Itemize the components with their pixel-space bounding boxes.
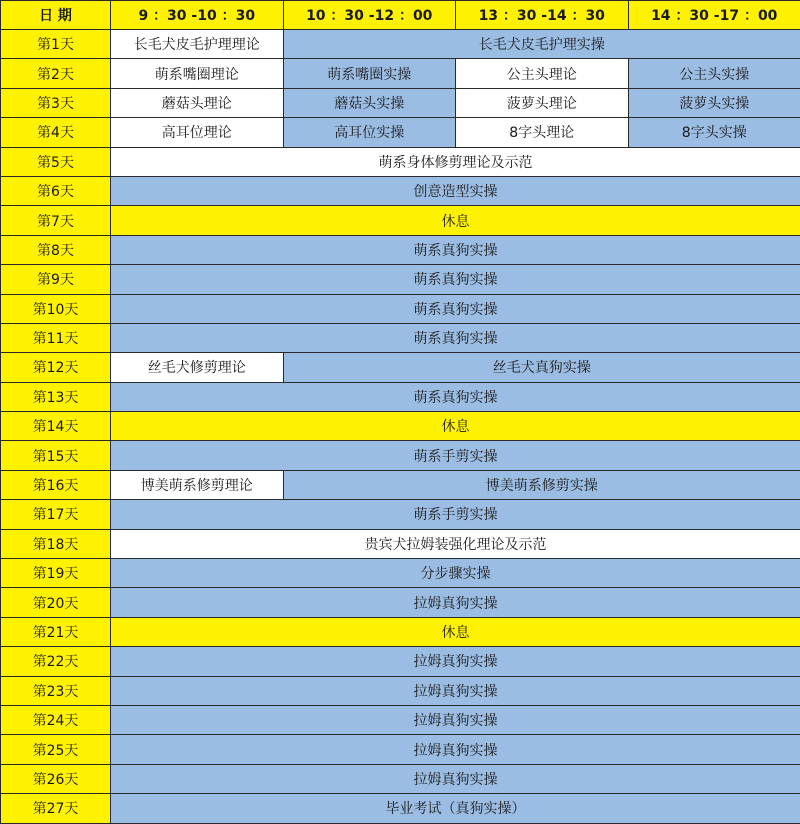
session-cell: 萌系真狗实操 — [111, 235, 800, 264]
day-label: 第19天 — [1, 559, 111, 588]
day-label: 第9天 — [1, 265, 111, 294]
session-cell: 休息 — [111, 206, 800, 235]
session-cell: 萌系真狗实操 — [111, 323, 800, 352]
session-cell: 贵宾犬拉姆装强化理论及示范 — [111, 529, 800, 558]
table-row — [1, 235, 800, 264]
table-row — [1, 206, 800, 235]
table-row — [1, 470, 800, 499]
session-cell: 公主头理论 — [456, 59, 629, 88]
session-cell: 创意造型实操 — [111, 176, 800, 205]
table-row — [1, 147, 800, 176]
table-row — [1, 353, 800, 382]
day-label: 第12天 — [1, 353, 111, 382]
session-cell: 博美萌系修剪实操 — [283, 470, 800, 499]
day-label: 第18天 — [1, 529, 111, 558]
table-row — [1, 529, 800, 558]
day-label: 第15天 — [1, 441, 111, 470]
session-cell: 蘑菇头实操 — [283, 88, 456, 117]
day-label: 第23天 — [1, 676, 111, 705]
session-cell: 萌系真狗实操 — [111, 382, 800, 411]
header-date: 日 期 — [1, 1, 111, 30]
table-row — [1, 676, 800, 705]
day-label: 第11天 — [1, 323, 111, 352]
session-cell: 公主头实操 — [628, 59, 800, 88]
session-cell: 萌系手剪实操 — [111, 441, 800, 470]
table-row — [1, 59, 800, 88]
session-cell: 博美萌系修剪理论 — [111, 470, 284, 499]
day-label: 第20天 — [1, 588, 111, 617]
session-cell: 拉姆真狗实操 — [111, 764, 800, 793]
day-label: 第7天 — [1, 206, 111, 235]
day-label: 第21天 — [1, 617, 111, 646]
day-label: 第24天 — [1, 705, 111, 734]
day-label: 第27天 — [1, 794, 111, 823]
session-cell: 丝毛犬真狗实操 — [283, 353, 800, 382]
table-row — [1, 705, 800, 734]
session-cell: 拉姆真狗实操 — [111, 705, 800, 734]
table-row — [1, 559, 800, 588]
header-slot-2: 10 ：30 -12 ：00 — [283, 1, 456, 30]
day-label: 第10天 — [1, 294, 111, 323]
header-row — [1, 1, 800, 30]
day-label: 第25天 — [1, 735, 111, 764]
day-label: 第22天 — [1, 647, 111, 676]
day-label: 第14天 — [1, 412, 111, 441]
header-slot-3: 13 ：30 -14 ：30 — [456, 1, 629, 30]
table-row — [1, 588, 800, 617]
table-row — [1, 323, 800, 352]
session-cell: 菠萝头实操 — [628, 88, 800, 117]
session-cell: 萌系嘴圈实操 — [283, 59, 456, 88]
session-cell: 长毛犬皮毛护理实操 — [283, 30, 800, 59]
table-row — [1, 176, 800, 205]
session-cell: 蘑菇头理论 — [111, 88, 284, 117]
table-row — [1, 265, 800, 294]
table-row — [1, 88, 800, 117]
day-label: 第2天 — [1, 59, 111, 88]
session-cell: 休息 — [111, 412, 800, 441]
header-slot-4: 14 ：30 -17 ：00 — [628, 1, 800, 30]
schedule-body — [1, 30, 800, 824]
day-label: 第5天 — [1, 147, 111, 176]
session-cell: 长毛犬皮毛护理理论 — [111, 30, 284, 59]
session-cell: 拉姆真狗实操 — [111, 647, 800, 676]
table-row — [1, 412, 800, 441]
day-label: 第4天 — [1, 118, 111, 147]
session-cell: 萌系嘴圈理论 — [111, 59, 284, 88]
day-label: 第6天 — [1, 176, 111, 205]
table-row — [1, 647, 800, 676]
day-label: 第17天 — [1, 500, 111, 529]
session-cell: 萌系身体修剪理论及示范 — [111, 147, 800, 176]
session-cell: 高耳位理论 — [111, 118, 284, 147]
session-cell: 萌系真狗实操 — [111, 265, 800, 294]
header-slot-1: 9 ：30 -10 ：30 — [111, 1, 284, 30]
session-cell: 8字头实操 — [628, 118, 800, 147]
table-row — [1, 382, 800, 411]
session-cell: 拉姆真狗实操 — [111, 735, 800, 764]
table-row — [1, 617, 800, 646]
table-row — [1, 118, 800, 147]
table-row — [1, 794, 800, 823]
session-cell: 丝毛犬修剪理论 — [111, 353, 284, 382]
session-cell: 高耳位实操 — [283, 118, 456, 147]
table-row — [1, 764, 800, 793]
session-cell: 毕业考试（真狗实操） — [111, 794, 800, 823]
session-cell: 拉姆真狗实操 — [111, 676, 800, 705]
session-cell: 拉姆真狗实操 — [111, 588, 800, 617]
session-cell: 萌系真狗实操 — [111, 294, 800, 323]
table-row — [1, 500, 800, 529]
session-cell: 菠萝头理论 — [456, 88, 629, 117]
session-cell: 萌系手剪实操 — [111, 500, 800, 529]
day-label: 第8天 — [1, 235, 111, 264]
session-cell: 分步骤实操 — [111, 559, 800, 588]
day-label: 第26天 — [1, 764, 111, 793]
session-cell: 休息 — [111, 617, 800, 646]
table-row — [1, 735, 800, 764]
table-row — [1, 30, 800, 59]
day-label: 第13天 — [1, 382, 111, 411]
day-label: 第1天 — [1, 30, 111, 59]
table-row — [1, 294, 800, 323]
day-label: 第3天 — [1, 88, 111, 117]
table-row — [1, 441, 800, 470]
session-cell: 8字头理论 — [456, 118, 629, 147]
day-label: 第16天 — [1, 470, 111, 499]
